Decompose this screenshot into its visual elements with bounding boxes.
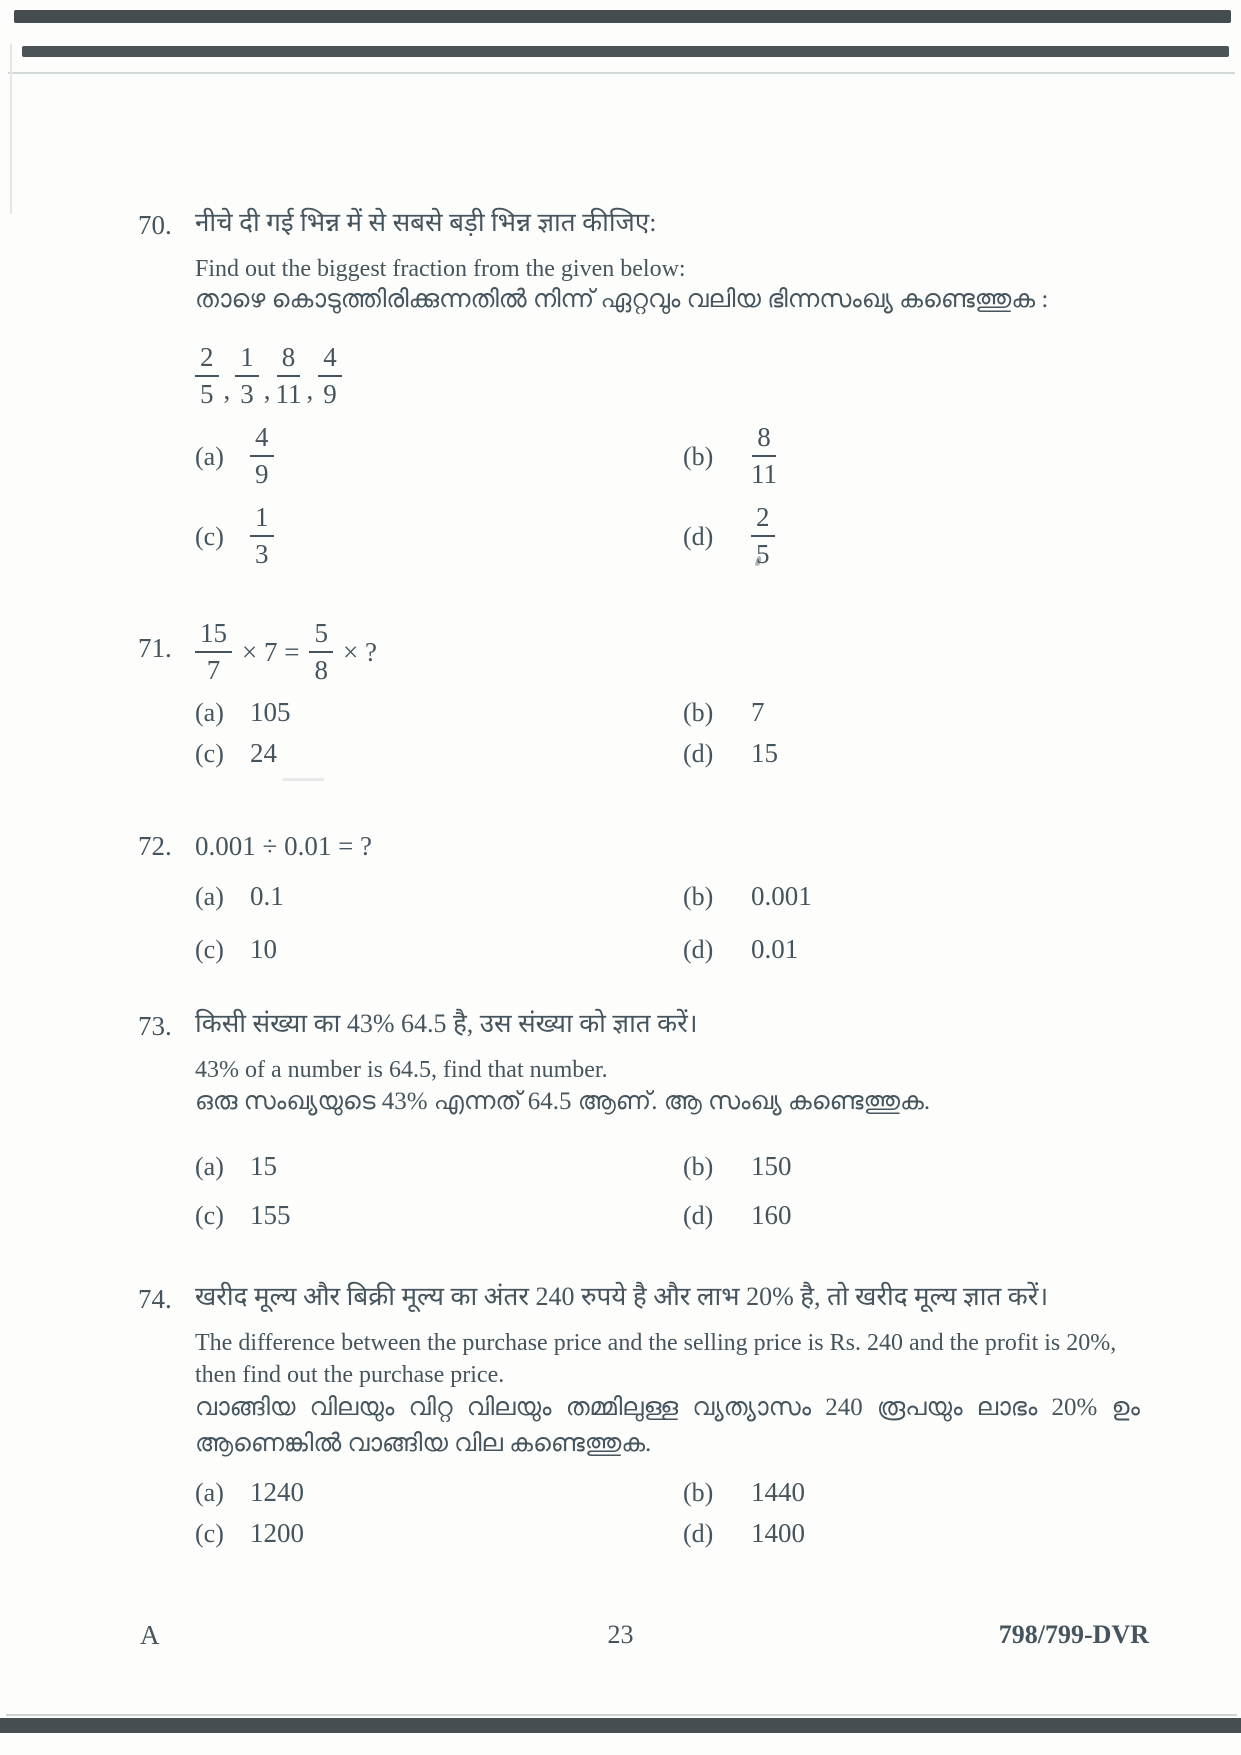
option-value: 160: [751, 1200, 792, 1230]
option-label: (b): [683, 1152, 714, 1181]
fraction: $\frac{8}{11}$: [275, 342, 302, 409]
option-value: 1200: [250, 1518, 304, 1548]
fraction: $\frac{5}{8}$: [309, 620, 333, 684]
option-value: 24: [250, 738, 277, 768]
option-a: [195, 424, 683, 488]
scan-edge-bar-top-1: [14, 10, 1231, 23]
fraction: $\frac{1}{3}$: [235, 344, 259, 408]
question-70-options: [195, 424, 1128, 568]
option-value: 155: [250, 1200, 291, 1230]
option-fraction: $\frac{4}{9}$: [250, 424, 274, 488]
fraction: $\frac{15}{7}$: [195, 620, 232, 684]
option-label: (c): [195, 1519, 224, 1548]
option-value: 15: [751, 738, 778, 768]
option-value: 10: [250, 934, 277, 964]
option-d: [683, 935, 1128, 964]
question-70-text-hindi: नीचे दी गई भिन्न में से सबसे बड़ी भिन्न ज्ञात कीजिए:: [195, 208, 657, 237]
question-74-text-malayalam: വാങ്ങിയ വിലയും വിറ്റ വിലയും തമ്മിലുള്ള വ്യത്യാസം 240 രൂപയും ലാഭം 20% ഉം ആണെങ്കിൽ വാങ്ങിയ വില കണ്ടെത്തുക.: [195, 1394, 1140, 1457]
option-a: [195, 1478, 683, 1507]
option-label: (c): [195, 1201, 224, 1230]
scan-edge-bar-top-2: [22, 46, 1229, 57]
option-label: (a): [195, 882, 224, 911]
option-label: (b): [683, 441, 714, 471]
question-70-text-malayalam: താഴെ കൊടുത്തിരിക്കുന്നതിൽ നിന്ന് ഏറ്റവും വലിയ ഭിന്നസംഖ്യ കണ്ടെത്തുക :: [195, 286, 1049, 313]
option-value: 1440: [751, 1477, 805, 1507]
option-value: 0.1: [250, 881, 284, 911]
option-fraction: $\frac{2}{5}$: [751, 504, 775, 568]
option-label: (d): [683, 521, 714, 551]
footer-set-code: A: [140, 1620, 160, 1650]
option-label: (c): [195, 935, 224, 964]
question-70-number: 70.: [138, 210, 172, 240]
option-label: (b): [683, 698, 714, 727]
option-b: [683, 1478, 1128, 1507]
equation-tail: × ?: [342, 636, 377, 667]
question-72-text: 0.001 ÷ 0.01 = ?: [195, 831, 373, 861]
option-label: (d): [683, 739, 714, 768]
option-d: [683, 1201, 1128, 1230]
option-b: [683, 1152, 1128, 1181]
scan-hairline-bottom: [6, 1714, 1237, 1716]
option-a: [195, 698, 683, 727]
option-a: [195, 1152, 683, 1181]
question-73-text-english: 43% of a number is 64.5, find that number.: [195, 1057, 608, 1083]
question-72-options: [195, 882, 1128, 964]
option-value: 0.01: [751, 934, 799, 964]
option-value: 105: [250, 697, 291, 727]
question-72-number: 72.: [138, 831, 172, 861]
question-73-text-hindi: किसी संख्या का 43% 64.5 है, उस संख्या को ज्ञात करें।: [195, 1009, 698, 1038]
question-73-number: 73.: [138, 1011, 172, 1041]
option-label: (d): [683, 935, 714, 964]
option-c: [195, 935, 683, 964]
fraction-separator: ,: [263, 374, 271, 405]
option-value: 0.001: [751, 881, 812, 911]
option-label: (a): [195, 1478, 224, 1507]
option-c: [195, 739, 683, 768]
fraction: $\frac{4}{9}$: [318, 344, 342, 408]
option-b: [683, 882, 1128, 911]
option-label: (c): [195, 521, 224, 551]
option-d: [683, 504, 1128, 568]
footer-booklet-code: 798/799-DVR: [998, 1620, 1149, 1649]
option-label: (c): [195, 739, 224, 768]
option-label: (a): [195, 1152, 224, 1181]
question-74-text-hindi: खरीद मूल्य और बिक्री मूल्य का अंतर 240 रुपये है और लाभ 20% है, तो खरीद मूल्य ज्ञात करें।: [195, 1282, 1049, 1311]
option-b: [683, 698, 1128, 727]
option-label: (a): [195, 441, 224, 471]
option-d: [683, 1519, 1128, 1548]
fraction-separator: ,: [223, 374, 231, 405]
question-70-text-english: Find out the biggest fraction from the given below:: [195, 256, 686, 282]
option-label: (a): [195, 698, 224, 727]
question-73-options: [195, 1152, 1128, 1230]
option-label: (d): [683, 1519, 714, 1548]
scan-edge-bar-bottom: [0, 1718, 1241, 1733]
option-c: [195, 1201, 683, 1230]
scan-streak-left: [10, 44, 12, 214]
scan-hairline-top: [8, 72, 1235, 74]
question-73-text-malayalam: ഒരു സംഖ്യയുടെ 43% എന്നത് 64.5 ആണ്. ആ സംഖ്യ കണ്ടെത്തുക.: [195, 1088, 931, 1115]
question-70-fraction-list: [195, 344, 342, 408]
option-fraction: $\frac{8}{11}$: [751, 422, 777, 489]
option-fraction: $\frac{1}{3}$: [250, 504, 274, 568]
option-value: 15: [250, 1151, 277, 1181]
question-71-options: [195, 698, 1128, 768]
question-74-text-english: The difference between the purchase price and the selling price is Rs. 240 and the profit is 20%, then find out the purchase price.: [195, 1330, 1117, 1388]
option-a: [195, 882, 683, 911]
question-71-number: 71.: [138, 633, 172, 663]
option-value: 7: [751, 697, 765, 727]
fraction: $\frac{2}{5}$: [195, 344, 219, 408]
question-74-number: 74.: [138, 1284, 172, 1314]
option-b: [683, 424, 1128, 488]
footer-page-number: 23: [607, 1620, 634, 1649]
option-d: [683, 739, 1128, 768]
option-label: (b): [683, 882, 714, 911]
option-value: 1400: [751, 1518, 805, 1548]
option-c: [195, 504, 683, 568]
equation-middle: × 7 =: [242, 636, 300, 667]
question-74-options: [195, 1478, 1128, 1548]
question-71-equation: [195, 620, 377, 684]
fraction-separator: ,: [306, 374, 314, 405]
option-c: [195, 1519, 683, 1548]
option-label: (b): [683, 1478, 714, 1507]
scan-smudge: [282, 778, 324, 781]
option-value: 1240: [250, 1477, 304, 1507]
option-label: (d): [683, 1201, 714, 1230]
option-value: 150: [751, 1151, 792, 1181]
